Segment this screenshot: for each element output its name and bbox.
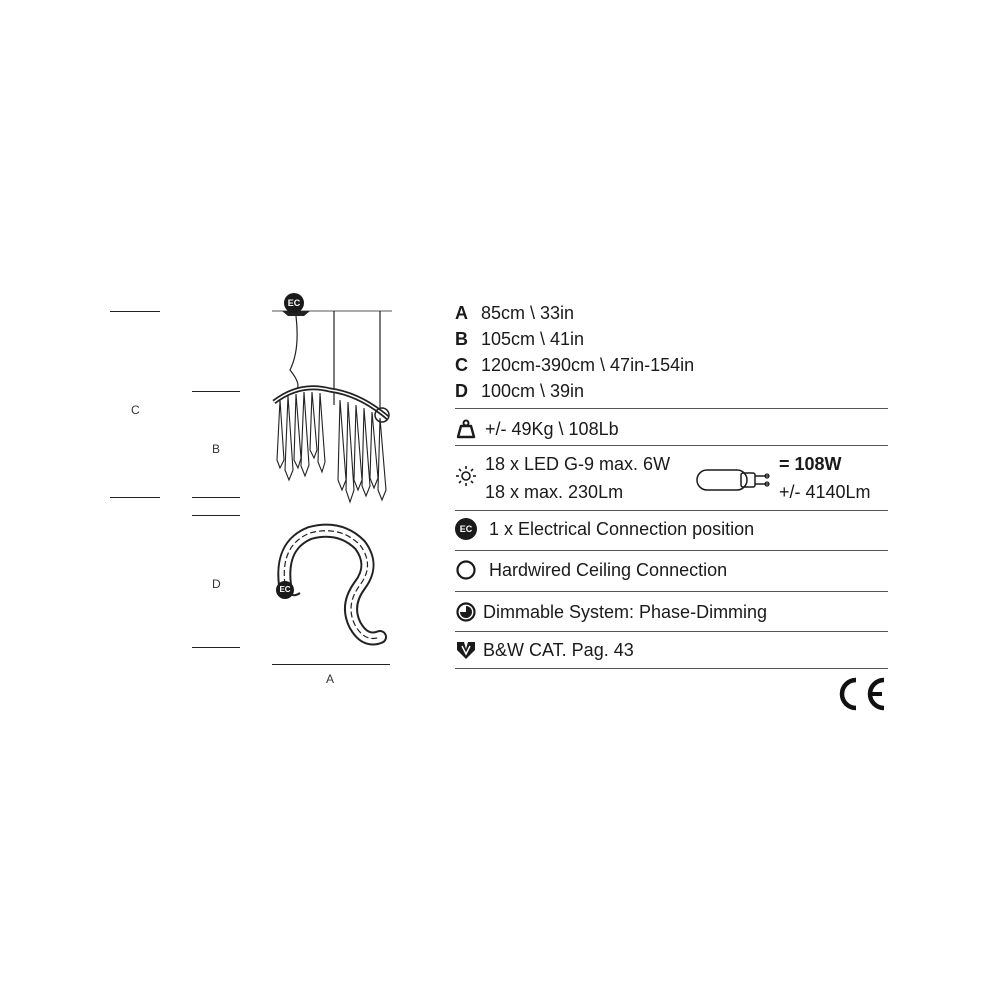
divider-6 xyxy=(455,631,888,632)
spec-value-b: 105cm \ 41in xyxy=(481,329,585,349)
dim-c-top-line xyxy=(110,311,160,312)
divider-5 xyxy=(455,591,888,592)
spec-letter-c: C xyxy=(455,355,468,375)
divider-4 xyxy=(455,550,888,551)
dim-a-label: A xyxy=(326,672,335,686)
dim-d-bottom-line xyxy=(192,647,240,648)
dimmer-icon xyxy=(455,601,477,623)
divider-1 xyxy=(455,408,888,409)
light-line-2: 18 x max. 230Lm xyxy=(485,482,624,502)
spec-letter-d: D xyxy=(455,381,468,401)
dim-d-top-line xyxy=(192,515,240,516)
ec-badge-icon: EC xyxy=(455,518,477,540)
ce-mark xyxy=(836,676,888,712)
light-line-1: 18 x LED G-9 max. 6W xyxy=(485,454,671,474)
dimming-text: Dimmable System: Phase-Dimming xyxy=(483,602,768,622)
spec-row-d xyxy=(455,380,584,402)
light-bulb-icon xyxy=(455,465,477,487)
dim-a-line xyxy=(272,664,390,665)
g9-bulb-icon xyxy=(695,466,771,494)
divider-3 xyxy=(455,510,888,511)
ec-badge-top: EC xyxy=(284,293,304,313)
divider-2 xyxy=(455,445,888,446)
dim-d-label: D xyxy=(212,577,221,591)
spec-row-c xyxy=(455,354,694,376)
spec-value-a: 85cm \ 33in xyxy=(481,303,575,323)
catalog-logo-icon xyxy=(455,639,477,661)
total-watt: = 108W xyxy=(779,454,842,474)
spec-value-d: 100cm \ 39in xyxy=(481,381,585,401)
chandelier-side-view xyxy=(260,290,400,510)
electrical-text: 1 x Electrical Connection position xyxy=(489,519,755,539)
dim-c-label: C xyxy=(131,403,140,417)
spec-value-c: 120cm-390cm \ 47in-154in xyxy=(481,355,695,375)
spec-panel xyxy=(455,298,888,718)
catalog-text: B&W CAT. Pag. 43 xyxy=(483,640,634,660)
spec-row-b xyxy=(455,328,584,350)
spec-row-a xyxy=(455,302,574,324)
spec-letter-b: B xyxy=(455,329,468,349)
ceiling-connection-icon xyxy=(455,559,477,581)
total-lumen: +/- 4140Lm xyxy=(779,482,871,502)
ec-badge-plan: EC xyxy=(276,581,294,599)
divider-7 xyxy=(455,668,888,669)
weight-text: +/- 49Kg \ 108Lb xyxy=(485,419,619,439)
spec-letter-a: A xyxy=(455,303,468,323)
dim-c-bottom-line xyxy=(110,497,160,498)
dim-b-label: B xyxy=(212,442,221,456)
dim-b-bottom-line xyxy=(192,497,240,498)
ceiling-text: Hardwired Ceiling Connection xyxy=(489,560,728,580)
dim-b-top-line xyxy=(192,391,240,392)
weight-icon xyxy=(455,418,477,440)
